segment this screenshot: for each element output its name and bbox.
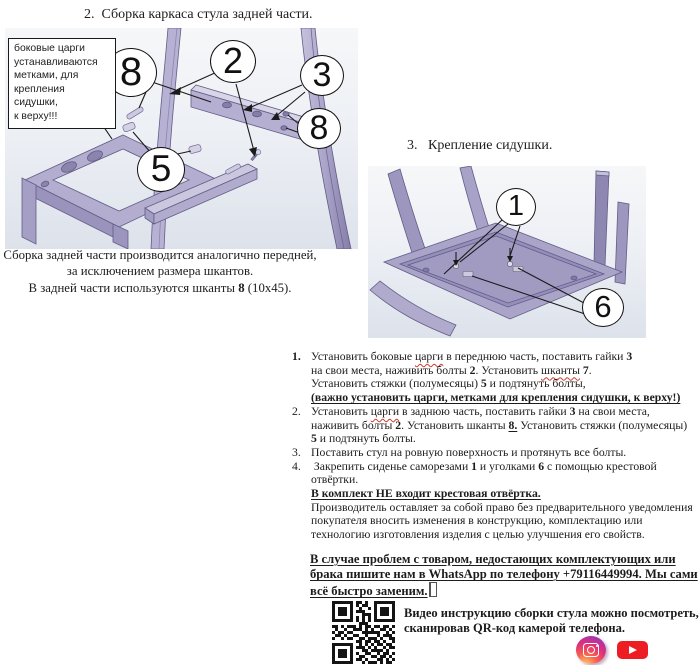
- text-segment: в переднюю часть, поставить гайки: [443, 350, 627, 363]
- text-segment: 7: [582, 363, 589, 377]
- play-icon: [629, 646, 637, 654]
- text-segment: Поставить стул на ровную поверхность и протянуть все болты.: [311, 445, 627, 459]
- text-segment: отвёртки.: [311, 473, 359, 487]
- rear-caption-line2: за исключением размера шкантов.: [66, 264, 254, 279]
- instruction-line: [311, 391, 700, 405]
- instruction-body: [311, 460, 700, 542]
- instruction-line: [311, 432, 700, 446]
- text-segment: с помощью крестовой: [544, 459, 657, 473]
- instruction-body: [311, 446, 700, 460]
- callout-6: 6: [582, 288, 624, 327]
- text-segment: 2: [469, 363, 476, 377]
- text-segment: Закрепить сиденье саморезами: [311, 459, 472, 473]
- instruction-item: [292, 405, 700, 446]
- text-segment: В случае проблем с товаром, недостающих комплектующих или: [310, 552, 676, 566]
- instruction-line: [311, 364, 700, 378]
- text-segment: наживить болты: [311, 418, 396, 432]
- text-segment: в заднюю часть, поставить гайки: [399, 404, 570, 418]
- text-segment: 3: [569, 404, 576, 418]
- text-segment: В комплект НЕ входит крестовая отвёртка.: [311, 487, 541, 501]
- callout-2: 2: [210, 40, 256, 83]
- camera-lens-icon: [587, 646, 595, 654]
- text-segment: .: [588, 363, 592, 377]
- text-segment: 1: [471, 459, 477, 473]
- text-segment: . Установить шканты: [401, 418, 509, 432]
- cursor-artifact: [429, 582, 437, 597]
- callout-8-right: 8: [297, 108, 341, 149]
- text-segment: (10x45).: [244, 280, 292, 295]
- note-line: крепления сидушки,: [14, 83, 65, 109]
- instruction-line: [311, 419, 700, 433]
- text-segment: покупателя вносить изменения в конструкцию, комплектацию или: [311, 514, 643, 528]
- rear-caption-line1: Сборка задней части производится аналогично передней,: [3, 248, 317, 262]
- warranty-note: [310, 552, 700, 600]
- text-segment: В задней части используются шканты: [28, 280, 239, 295]
- text-segment: Установить: [311, 404, 371, 418]
- instagram-icon[interactable]: [576, 636, 606, 664]
- text-segment: 8.: [508, 418, 518, 432]
- text-segment: царги: [414, 350, 444, 363]
- instruction-item: [292, 460, 700, 542]
- warranty-line2: [310, 567, 700, 582]
- note-box: [8, 38, 116, 129]
- section2-title: 2. Сборка каркаса стула задней части.: [84, 7, 313, 22]
- instruction-body: [311, 350, 700, 405]
- instructions-list: [292, 350, 700, 542]
- text-segment: и подтянуть болты.: [316, 432, 416, 446]
- instruction-number: 1.: [292, 350, 301, 363]
- instruction-number: 2.: [292, 404, 301, 418]
- section3-title: 3. Крепление сидушки.: [407, 138, 553, 153]
- warranty-line1: [310, 552, 700, 567]
- text-segment: 5: [311, 432, 317, 446]
- warranty-line3: [310, 582, 700, 599]
- instruction-item: [292, 350, 700, 405]
- callout-5: 5: [137, 147, 185, 192]
- rear-caption-line3: [0, 280, 320, 296]
- text-segment: Установить стяжки (полумесяцы): [517, 418, 688, 432]
- text-segment: 2: [395, 418, 402, 432]
- instruction-line: [311, 528, 700, 542]
- instruction-item: [292, 446, 700, 460]
- text-segment: . Установить: [475, 363, 542, 377]
- text-segment: брака пишите нам в WhatsApp по телефону +79116449994. Мы сами: [310, 567, 698, 582]
- instruction-line: [311, 377, 700, 391]
- qr-code: [332, 601, 395, 664]
- instruction-line: [311, 487, 700, 501]
- rear-caption: [0, 247, 320, 296]
- instruction-number: 3.: [292, 445, 301, 459]
- qr-caption-line1: Видео инструкцию сборки стула можно посмотреть,: [404, 606, 699, 620]
- text-segment: Установить стяжки (полумесяцы): [311, 377, 481, 391]
- text-segment: (важно установить царги, метками для крепления сидушки, к верху!): [311, 391, 681, 405]
- text-segment: шканты: [541, 363, 580, 377]
- text-segment: 5: [480, 377, 487, 391]
- callout-8-top: 8: [105, 48, 157, 97]
- instruction-line: [311, 446, 700, 460]
- instruction-line: [311, 473, 700, 487]
- text-segment: всё быстро заменим.: [310, 584, 428, 599]
- text-segment: технологию изготовления изделия с целью улучшения его свойств.: [311, 528, 645, 542]
- note-line: устанавливаются: [14, 56, 98, 68]
- qr-caption-line2: сканировав QR-код камерой телефона.: [404, 620, 626, 635]
- camera-flash-icon: [596, 645, 598, 647]
- text-segment: 8: [238, 280, 245, 295]
- text-segment: 3: [626, 350, 633, 363]
- text-segment: Установить боковые: [311, 350, 415, 363]
- instruction-line: [311, 514, 700, 528]
- instruction-line: [311, 460, 700, 474]
- seat-mounting-diagram: [368, 166, 646, 338]
- qr-module: [392, 661, 395, 664]
- note-line: метками, для: [14, 70, 79, 82]
- instruction-body: [311, 405, 700, 446]
- text-segment: и уголками: [476, 459, 539, 473]
- text-segment: на свои места,: [575, 404, 650, 418]
- youtube-icon[interactable]: [617, 641, 648, 659]
- callout-1: 1: [496, 188, 536, 226]
- text-segment: на свои места, наживить болты: [311, 363, 470, 377]
- note-line: к верху!!!: [14, 110, 58, 122]
- instruction-number: 4.: [292, 459, 301, 473]
- instruction-line: [311, 350, 700, 364]
- instruction-line: [311, 501, 700, 515]
- instruction-line: [311, 405, 700, 419]
- text-segment: и подтянуть болты,: [486, 377, 586, 391]
- note-line: боковые царги: [14, 43, 85, 54]
- text-segment: царги: [370, 404, 400, 418]
- text-segment: Производитель оставляет за собой право без предварительного уведомления: [311, 500, 693, 514]
- callout-3: 3: [300, 55, 344, 96]
- qr-caption: [404, 606, 699, 635]
- text-segment: 6: [538, 459, 545, 473]
